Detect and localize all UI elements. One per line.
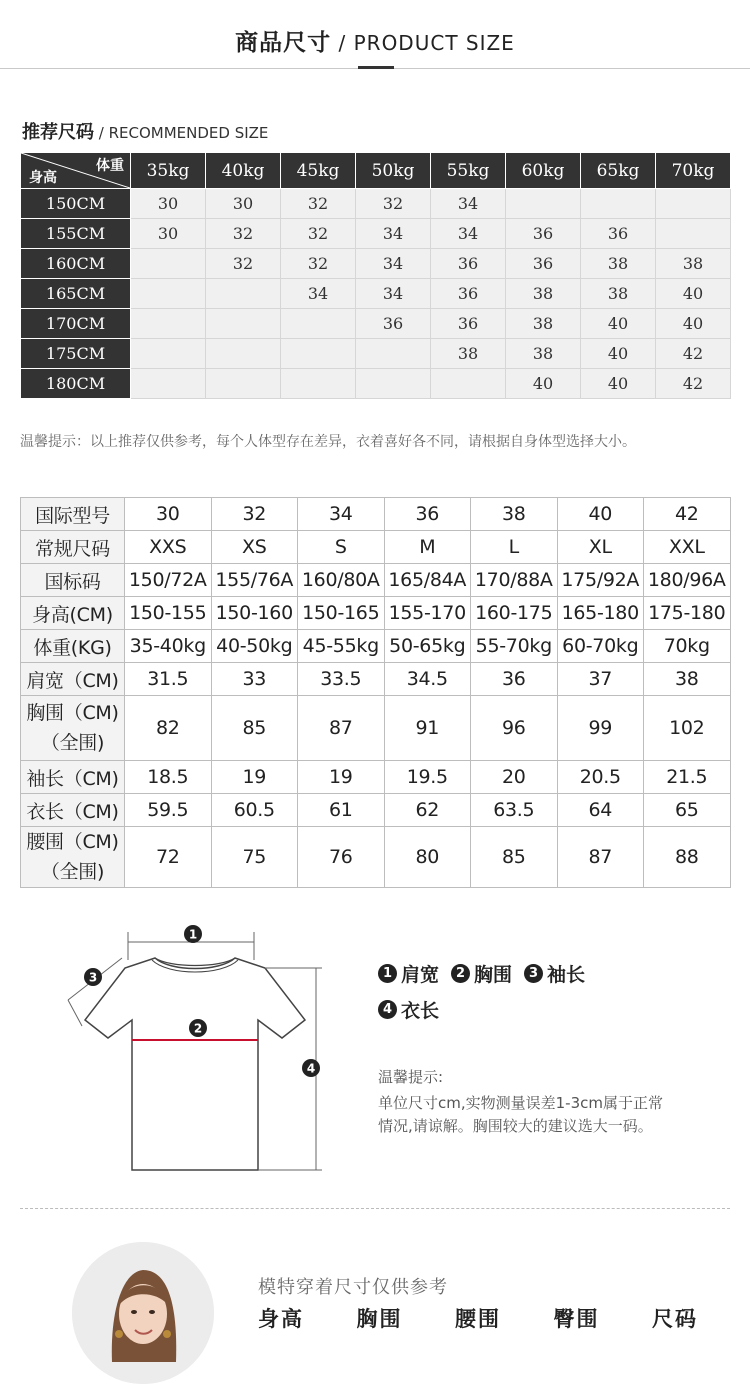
recommended-size-cell: 40	[581, 339, 656, 369]
recommended-size-cell: 36	[356, 309, 431, 339]
recommended-size-cell: 32	[206, 249, 281, 279]
recommended-row	[21, 309, 731, 339]
recommended-size-cell: 36	[431, 249, 506, 279]
size-chart-cell: XXL	[644, 531, 731, 564]
size-chart-cell: 87	[298, 696, 385, 761]
size-chart-cell: 40	[557, 498, 644, 531]
size-chart-row-label	[21, 597, 125, 630]
recommended-size-cell	[281, 339, 356, 369]
measurement-legend	[378, 955, 585, 1027]
model-avatar	[72, 1242, 214, 1384]
size-chart-row	[21, 794, 731, 827]
height-label: 150CM	[21, 189, 131, 219]
recommended-size-cell	[206, 339, 281, 369]
height-label: 160CM	[21, 249, 131, 279]
size-chart-cell: 59.5	[125, 794, 212, 827]
weight-header: 40kg	[206, 153, 281, 189]
size-chart-cell: 42	[644, 498, 731, 531]
recommended-row	[21, 279, 731, 309]
size-chart-row	[21, 630, 731, 663]
recommended-size-cell	[206, 309, 281, 339]
size-chart-cell: 160-175	[471, 597, 558, 630]
recommended-row	[21, 219, 731, 249]
corner-weight-label: 体重	[96, 158, 124, 174]
marker-4-label: 4	[306, 1061, 316, 1076]
recommended-size-cell: 42	[656, 339, 731, 369]
size-chart-row	[21, 597, 731, 630]
size-chart-cell: 85	[211, 696, 298, 761]
recommended-heading-cn: 推荐尺码	[22, 122, 94, 143]
size-chart-cell: 102	[644, 696, 731, 761]
recommended-row	[21, 339, 731, 369]
size-chart-cell: 99	[557, 696, 644, 761]
page-title-en: / PRODUCT SIZE	[331, 31, 515, 55]
size-chart-cell: 20.5	[557, 761, 644, 794]
recommended-size-cell: 40	[656, 309, 731, 339]
recommended-row	[21, 249, 731, 279]
recommended-size-cell: 30	[131, 219, 206, 249]
note-line: 单位尺寸cm,实物测量误差1-3cm属于正常	[378, 1094, 663, 1112]
row-label-line: 腰围（CM)	[26, 831, 119, 853]
recommended-size-cell: 36	[431, 279, 506, 309]
size-chart-cell: 155-170	[384, 597, 471, 630]
height-label: 180CM	[21, 369, 131, 399]
recommended-size-cell	[656, 219, 731, 249]
legend-number-badge: 1	[378, 964, 397, 983]
marker-3-label: 3	[88, 970, 98, 985]
recommended-size-cell	[206, 279, 281, 309]
recommended-heading	[22, 118, 268, 144]
size-chart-cell: M	[384, 531, 471, 564]
legend-label: 衣长	[401, 999, 440, 1022]
size-chart-row	[21, 564, 731, 597]
size-chart-cell: 38	[644, 663, 731, 696]
height-label: 155CM	[21, 219, 131, 249]
size-chart-row-label	[21, 696, 125, 761]
recommended-row	[21, 369, 731, 399]
row-label-line: 国标码	[44, 570, 101, 593]
size-chart-table	[20, 497, 731, 888]
size-chart-cell: 91	[384, 696, 471, 761]
size-chart-row-label	[21, 663, 125, 696]
marker-1	[184, 925, 202, 943]
size-chart-row-label	[21, 564, 125, 597]
size-chart-cell: 37	[557, 663, 644, 696]
size-chart-body	[21, 498, 731, 888]
recommended-size-cell: 38	[506, 309, 581, 339]
note-line: 情况,请谅解。胸围较大的建议选大一码。	[378, 1117, 653, 1135]
row-label-line: 常规尺码	[35, 537, 110, 560]
size-chart-row-label	[21, 531, 125, 564]
header-accent-bar	[358, 66, 394, 69]
size-chart-cell: 75	[211, 827, 298, 888]
recommended-table-body	[21, 189, 731, 399]
recommended-size-table	[20, 152, 731, 399]
size-chart-cell: 60.5	[211, 794, 298, 827]
size-chart-cell: 40-50kg	[211, 630, 298, 663]
size-chart-cell: 165-180	[557, 597, 644, 630]
size-chart-cell: 62	[384, 794, 471, 827]
recommended-size-cell	[431, 369, 506, 399]
recommended-size-cell: 32	[356, 189, 431, 219]
model-header-waist: 腰围	[455, 1307, 501, 1331]
size-chart-row	[21, 696, 731, 761]
size-chart-cell: 160/80A	[298, 564, 385, 597]
legend-row	[378, 991, 585, 1027]
recommended-size-cell: 36	[431, 309, 506, 339]
size-chart-cell: 175/92A	[557, 564, 644, 597]
recommended-size-cell: 38	[431, 339, 506, 369]
row-label-line: 胸围（CM)	[26, 702, 119, 724]
size-chart-cell: 150-160	[211, 597, 298, 630]
recommended-size-cell: 38	[656, 249, 731, 279]
size-chart-row-label	[21, 794, 125, 827]
weight-header: 60kg	[506, 153, 581, 189]
row-label-line: 肩宽（CM)	[26, 669, 119, 692]
row-label-line: 国际型号	[35, 504, 110, 527]
legend-item-sleeve	[524, 960, 585, 987]
recommended-size-cell: 34	[356, 219, 431, 249]
size-chart-cell: 33	[211, 663, 298, 696]
recommended-size-cell: 34	[281, 279, 356, 309]
size-chart-cell: 33.5	[298, 663, 385, 696]
size-chart-cell: 18.5	[125, 761, 212, 794]
weight-header: 45kg	[281, 153, 356, 189]
recommended-size-cell: 40	[506, 369, 581, 399]
recommended-size-cell	[356, 339, 431, 369]
size-chart-row-label	[21, 761, 125, 794]
recommended-size-cell: 38	[581, 249, 656, 279]
legend-label: 胸围	[474, 963, 513, 986]
size-chart-cell: 35-40kg	[125, 630, 212, 663]
size-chart-cell: 19.5	[384, 761, 471, 794]
size-chart-cell: 21.5	[644, 761, 731, 794]
size-chart-cell: 61	[298, 794, 385, 827]
table-corner-cell	[21, 153, 131, 189]
size-chart-cell: 85	[471, 827, 558, 888]
size-chart-cell: 96	[471, 696, 558, 761]
size-chart-cell: 30	[125, 498, 212, 531]
size-chart-row	[21, 663, 731, 696]
size-chart-row	[21, 498, 731, 531]
legend-number-badge: 4	[378, 1000, 397, 1019]
weight-header: 70kg	[656, 153, 731, 189]
model-caption: 模特穿着尺寸仅供参考	[258, 1277, 448, 1298]
size-chart-cell: 55-70kg	[471, 630, 558, 663]
recommended-size-cell: 40	[581, 309, 656, 339]
size-chart-row	[21, 531, 731, 564]
recommended-heading-en: / RECOMMENDED SIZE	[94, 124, 269, 142]
recommended-size-cell: 40	[581, 369, 656, 399]
size-chart-cell: 20	[471, 761, 558, 794]
recommended-size-cell	[281, 369, 356, 399]
size-chart-row	[21, 761, 731, 794]
legend-item-length	[378, 996, 439, 1023]
size-chart-cell: 82	[125, 696, 212, 761]
recommended-size-cell: 36	[506, 219, 581, 249]
size-chart-cell: 88	[644, 827, 731, 888]
size-chart-cell: S	[298, 531, 385, 564]
size-chart-cell: 76	[298, 827, 385, 888]
size-chart-cell: 63.5	[471, 794, 558, 827]
section-divider	[20, 1208, 730, 1209]
size-chart-cell: 150/72A	[125, 564, 212, 597]
size-chart-cell: 165/84A	[384, 564, 471, 597]
marker-2-label: 2	[193, 1021, 203, 1036]
recommended-size-cell	[581, 189, 656, 219]
weight-header: 35kg	[131, 153, 206, 189]
recommended-size-cell: 30	[131, 189, 206, 219]
recommended-size-cell: 34	[356, 249, 431, 279]
size-chart-cell: 175-180	[644, 597, 731, 630]
size-chart-cell: 60-70kg	[557, 630, 644, 663]
recommended-size-cell: 34	[356, 279, 431, 309]
weight-header: 50kg	[356, 153, 431, 189]
model-header-chest: 胸围	[356, 1307, 403, 1331]
legend-row	[378, 955, 585, 991]
size-chart-cell: XL	[557, 531, 644, 564]
weight-header: 55kg	[431, 153, 506, 189]
weight-header: 65kg	[581, 153, 656, 189]
recommended-size-cell: 32	[281, 189, 356, 219]
marker-1-label: 1	[188, 927, 198, 942]
row-label-line: 衣长（CM)	[26, 800, 119, 823]
size-chart-cell: 72	[125, 827, 212, 888]
recommended-size-cell: 42	[656, 369, 731, 399]
page-title-cn: 商品尺寸	[235, 30, 332, 56]
size-chart-cell: 19	[298, 761, 385, 794]
size-chart-cell: 180/96A	[644, 564, 731, 597]
size-chart-cell: 65	[644, 794, 731, 827]
height-label: 165CM	[21, 279, 131, 309]
recommended-size-cell	[506, 189, 581, 219]
note-title: 温馨提示:	[378, 1068, 444, 1086]
recommended-size-cell	[131, 369, 206, 399]
marker-4	[302, 1059, 320, 1077]
recommended-size-cell: 36	[506, 249, 581, 279]
recommended-size-cell	[206, 369, 281, 399]
marker-2	[189, 1019, 207, 1037]
recommended-size-cell: 34	[431, 219, 506, 249]
recommended-size-cell: 34	[431, 189, 506, 219]
row-label-line: （全围)	[40, 732, 105, 754]
recommended-size-cell	[281, 309, 356, 339]
recommended-size-cell: 40	[656, 279, 731, 309]
legend-item-shoulder	[378, 960, 439, 987]
size-chart-cell: 31.5	[125, 663, 212, 696]
size-chart-cell: 150-165	[298, 597, 385, 630]
recommended-size-cell	[356, 369, 431, 399]
row-label-line: 体重(KG)	[33, 636, 112, 659]
height-label: 175CM	[21, 339, 131, 369]
row-label-line: （全围)	[40, 861, 105, 883]
size-chart-cell: L	[471, 531, 558, 564]
size-chart-row-label	[21, 630, 125, 663]
page-header	[0, 0, 750, 70]
size-chart-cell: 50-65kg	[384, 630, 471, 663]
legend-label: 袖长	[547, 963, 586, 986]
size-chart-cell: 38	[471, 498, 558, 531]
size-chart-row-label	[21, 827, 125, 888]
size-chart-cell: XS	[211, 531, 298, 564]
recommended-size-cell	[131, 309, 206, 339]
model-header-size: 尺码	[652, 1307, 698, 1331]
size-chart-cell: 64	[557, 794, 644, 827]
legend-number-badge: 3	[524, 964, 543, 983]
size-chart-cell: 45-55kg	[298, 630, 385, 663]
recommended-size-cell: 38	[506, 279, 581, 309]
tshirt-measurement-diagram	[60, 920, 340, 1180]
recommended-size-cell	[131, 339, 206, 369]
model-photo-placeholder	[72, 1242, 214, 1384]
size-chart-cell: 36	[384, 498, 471, 531]
size-chart-cell: 32	[211, 498, 298, 531]
size-chart-cell: 36	[471, 663, 558, 696]
size-chart-cell: 70kg	[644, 630, 731, 663]
recommended-size-cell: 32	[281, 219, 356, 249]
recommended-size-cell: 38	[581, 279, 656, 309]
recommendation-tip: 温馨提示：以上推荐仅供参考，每个人体型存在差异，衣着喜好各不同，请根据自身体型选择大小。	[20, 434, 636, 450]
recommended-size-cell	[131, 279, 206, 309]
marker-3	[84, 968, 102, 986]
row-label-line: 袖长（CM)	[26, 767, 119, 790]
legend-item-chest	[451, 960, 512, 987]
recommended-size-cell: 38	[506, 339, 581, 369]
size-chart-row	[21, 827, 731, 888]
size-chart-cell: XXS	[125, 531, 212, 564]
model-header-height: 身高	[258, 1307, 304, 1331]
recommended-size-cell: 30	[206, 189, 281, 219]
size-chart-cell: 34.5	[384, 663, 471, 696]
model-header-hip: 臀围	[553, 1307, 600, 1331]
corner-height-label: 身高	[29, 170, 57, 186]
page-title	[0, 24, 750, 57]
size-chart-cell: 170/88A	[471, 564, 558, 597]
size-chart-cell: 87	[557, 827, 644, 888]
size-chart-cell: 150-155	[125, 597, 212, 630]
legend-label: 肩宽	[401, 963, 440, 986]
size-chart-cell: 34	[298, 498, 385, 531]
recommended-size-cell: 32	[281, 249, 356, 279]
legend-number-badge: 2	[451, 964, 470, 983]
height-label: 170CM	[21, 309, 131, 339]
size-chart-cell: 19	[211, 761, 298, 794]
recommended-size-cell: 32	[206, 219, 281, 249]
row-label-line: 身高(CM)	[32, 603, 113, 626]
note-body	[378, 1092, 698, 1138]
recommended-size-cell: 36	[581, 219, 656, 249]
size-chart-cell: 80	[384, 827, 471, 888]
recommended-header-row	[21, 153, 731, 189]
size-chart-row-label	[21, 498, 125, 531]
size-chart-cell: 155/76A	[211, 564, 298, 597]
recommended-row	[21, 189, 731, 219]
recommended-size-cell	[131, 249, 206, 279]
recommended-size-cell	[656, 189, 731, 219]
